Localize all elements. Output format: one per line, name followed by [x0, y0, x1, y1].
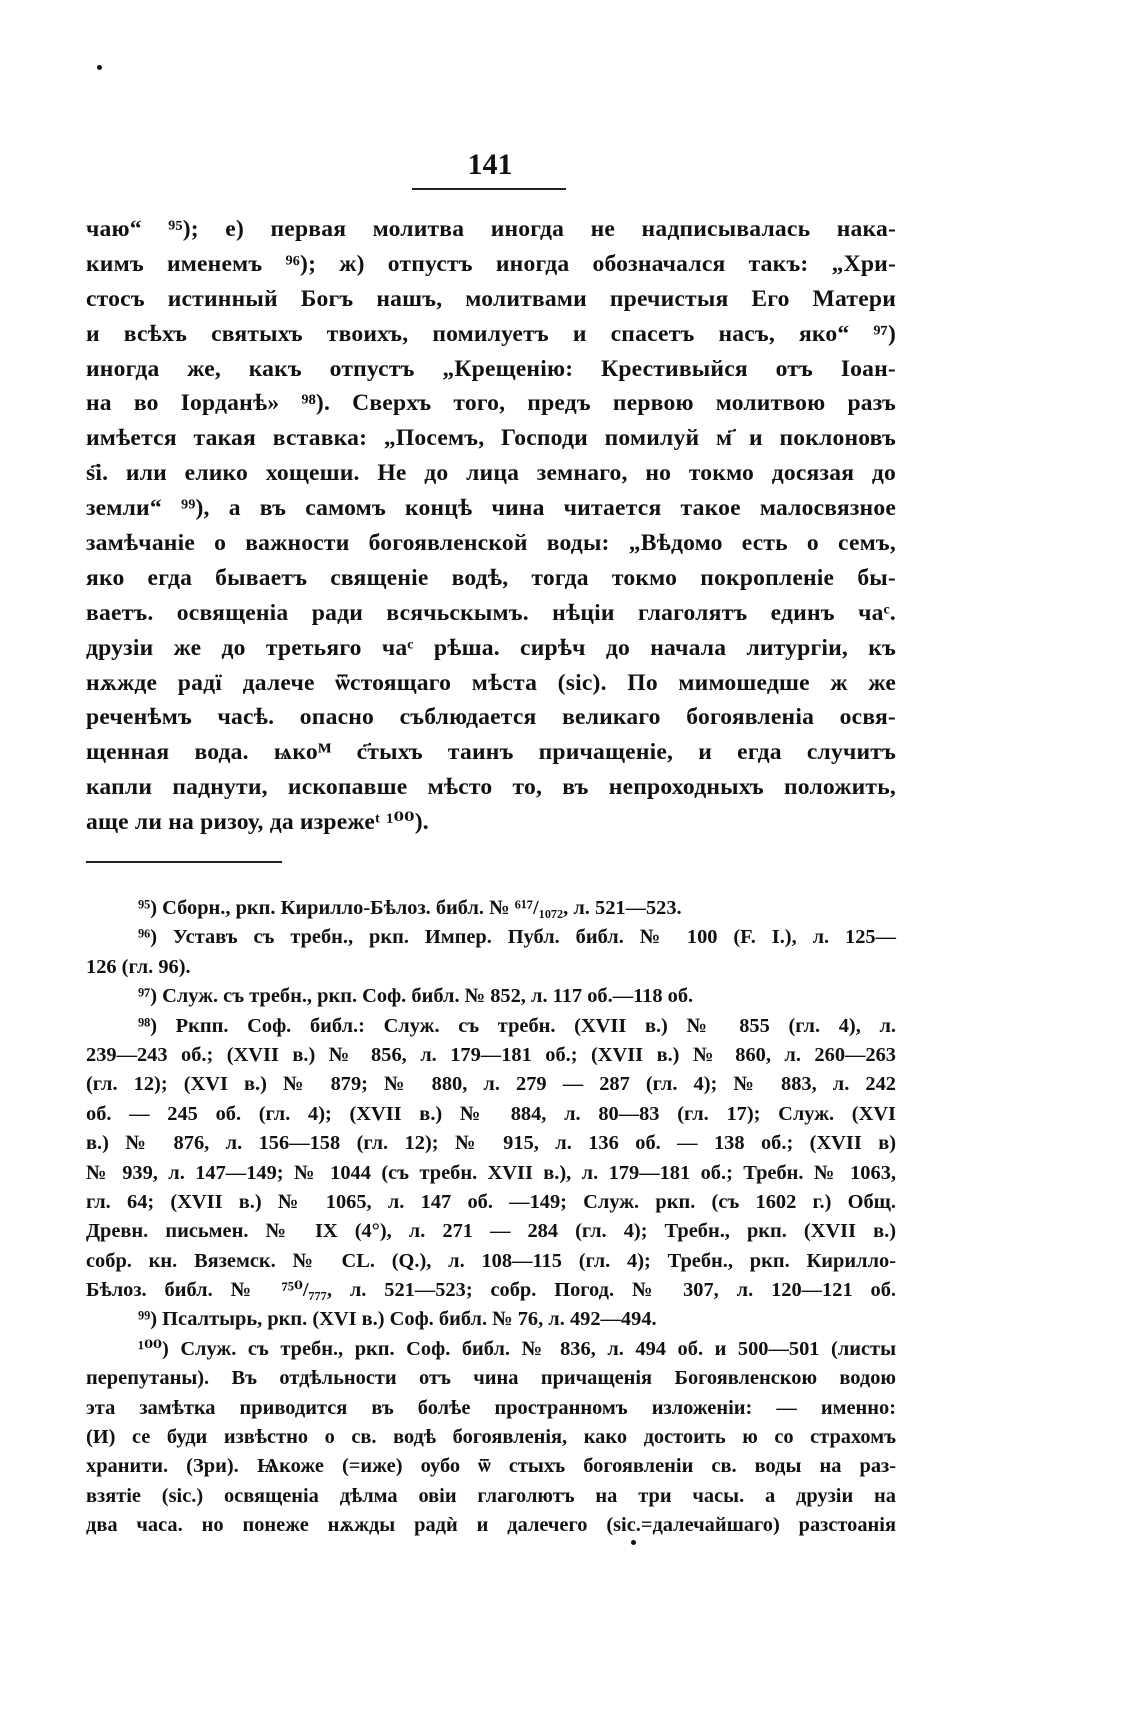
- footnote-line: хранити. (Зри). Ѩкоже (=иже) оубо ѿ стыхъ богоявленіи св. воды на раз-: [86, 1455, 896, 1478]
- main-line: ваетъ. освященіа ради всячьскымъ. нѣціи глаголятъ единъ чаᶜ.: [86, 599, 896, 626]
- main-line: и всѣхъ святыхъ твоихъ, помилуетъ и спасетъ насъ, яко“ ⁹⁷): [86, 320, 896, 347]
- main-line: стосъ истинный Богъ нашъ, молитвами пречистыя Его Матери: [86, 285, 896, 312]
- footnote-97: ⁹⁷) Служ. съ требн., ркп. Соф. библ. № 852, л. 117 об.—118 об.: [138, 985, 694, 1008]
- footnote-96: ⁹⁶) Уставъ съ требн., ркп. Импер. Публ. библ. № 100 (F. I.), л. 125—: [138, 926, 896, 949]
- page-number-rule: [412, 188, 566, 190]
- main-line: ѕ҃і. или елико хощеши. Не до лица земнаго, но токмо досязая до: [86, 460, 896, 487]
- footnote-line: (гл. 12); (XVI в.) № 879; № 880, л. 279 — 287 (гл. 4); № 883, л. 242: [86, 1073, 896, 1096]
- footnote-line: 126 (гл. 96).: [86, 955, 191, 978]
- footnote-line: собр. кн. Вяземск. № CL. (Q.), л. 108—115 (гл. 4); Требн., ркп. Кирилло-: [86, 1249, 896, 1272]
- footnote-line: в.) № 876, л. 156—158 (гл. 12); № 915, л. 136 об. — 138 об.; (XVII в): [86, 1132, 896, 1155]
- main-line: аще ли на ризоу, да изрежеᵗ ¹⁰⁰).: [86, 809, 429, 836]
- main-line: реченѣмъ часѣ. опасно съблюдается великаго богоявленіа освя-: [86, 704, 896, 731]
- main-line: земли“ ⁹⁹), а въ самомъ концѣ чина читается такое малосвязное: [86, 495, 896, 522]
- main-line: щенная вода. ѩкоᴹ с҃тыхъ таинъ причащеніе, и егда случитъ: [86, 739, 896, 766]
- footnote-line: об. — 245 об. (гл. 4); (XVII в.) № 884, л. 80—83 (гл. 17); Служ. (XVI: [86, 1102, 896, 1125]
- main-line: яко егда бываетъ священіе водѣ, тогда токмо покропленіе бы-: [86, 564, 896, 591]
- main-line: чаю“ ⁹⁵); е) первая молитва иногда не надписывалась нака-: [86, 216, 896, 242]
- footnote-line: эта замѣтка приводится въ болѣе пространномъ изложеніи: — именно:: [86, 1396, 896, 1419]
- footnote-line: взятіе (sic.) освященіа дѣлма овіи глаголютъ на три часы. а друзіи на: [86, 1484, 896, 1507]
- footnote-line: перепутаны). Въ отдѣльности отъ чина причащенія Богоявленскою водою: [86, 1367, 896, 1390]
- main-line: на во Іорданѣ» ⁹⁸). Сверхъ того, предъ первою молитвою разъ: [86, 390, 896, 417]
- footnote-line: (И) се буди извѣстно о св. водѣ богоявленія, како достоить ю со страхомъ: [86, 1426, 896, 1449]
- footnote-line: Бѣлоз. библ. № ⁷⁵⁰/₇₇₇, л. 521—523; собр. Погод. № 307, л. 120—121 об.: [86, 1279, 896, 1302]
- main-line: капли паднути, ископавше мѣсто то, въ непроходныхъ положить,: [86, 774, 896, 801]
- page-number: 141: [467, 148, 513, 181]
- footnote-line: № 939, л. 147—149; № 1044 (съ требн. XVII в.), л. 179—181 об.; Требн. № 1063,: [86, 1161, 896, 1184]
- footnote-line: Древн. письмен. № IX (4°), л. 271 — 284 (гл. 4); Требн., ркп. (XVII в.): [86, 1220, 896, 1243]
- footnote-separator: [86, 861, 282, 863]
- footnotes: [86, 894, 896, 1541]
- main-line: кимъ именемъ ⁹⁶); ж) отпустъ иногда обозначался такъ: „Хри-: [86, 250, 896, 277]
- scan-speck: [631, 1540, 636, 1545]
- main-line: нѫжде радї далече ѿстоящаго мѣста (sic). По мимошедше ж же: [86, 669, 896, 696]
- footnote-line: 239—243 об.; (XVII в.) № 856, л. 179—181 об.; (XVII в.) № 860, л. 260—263: [86, 1043, 896, 1066]
- footnote-98: ⁹⁸) Ркпп. Соф. библ.: Служ. съ требн. (XVII в.) № 855 (гл. 4), л.: [138, 1014, 896, 1037]
- footnote-100: ¹⁰⁰) Служ. съ требн., ркп. Соф. библ. № 836, л. 494 об. и 500—501 (листы: [138, 1337, 896, 1360]
- footnote-95: ⁹⁵) Сборн., ркп. Кирилло-Бѣлоз. библ. № ⁶¹⁷/₁₀₇₂, л. 521—523.: [138, 897, 682, 919]
- main-line: иногда же, какъ отпустъ „Крещенію: Крестивыйся отъ Іоан-: [86, 355, 896, 382]
- main-line: замѣчаніе о важности богоявленской воды: „Вѣдомо есть о семъ,: [86, 530, 896, 557]
- footnote-line: два часа. но понеже нѫжды радѝ и далечего (sic.=далечайшаго) разстоанія: [86, 1514, 896, 1537]
- footnote-line: гл. 64; (XVII в.) № 1065, л. 147 об. —149; Служ. ркп. (съ 1602 г.) Общ.: [86, 1190, 896, 1213]
- main-line: имѣется такая вставка: „Посемъ, Господи помилуй м҃ и поклоновъ: [86, 425, 896, 452]
- main-line: друзіи же до третьяго чаᶜ рѣша. сирѣч до начала литургіи, къ: [86, 634, 896, 661]
- main-text: [86, 212, 896, 840]
- footnote-99: ⁹⁹) Псалтырь, ркп. (XVI в.) Соф. библ. № 76, л. 492—494.: [138, 1308, 657, 1331]
- scan-speck: [97, 65, 102, 70]
